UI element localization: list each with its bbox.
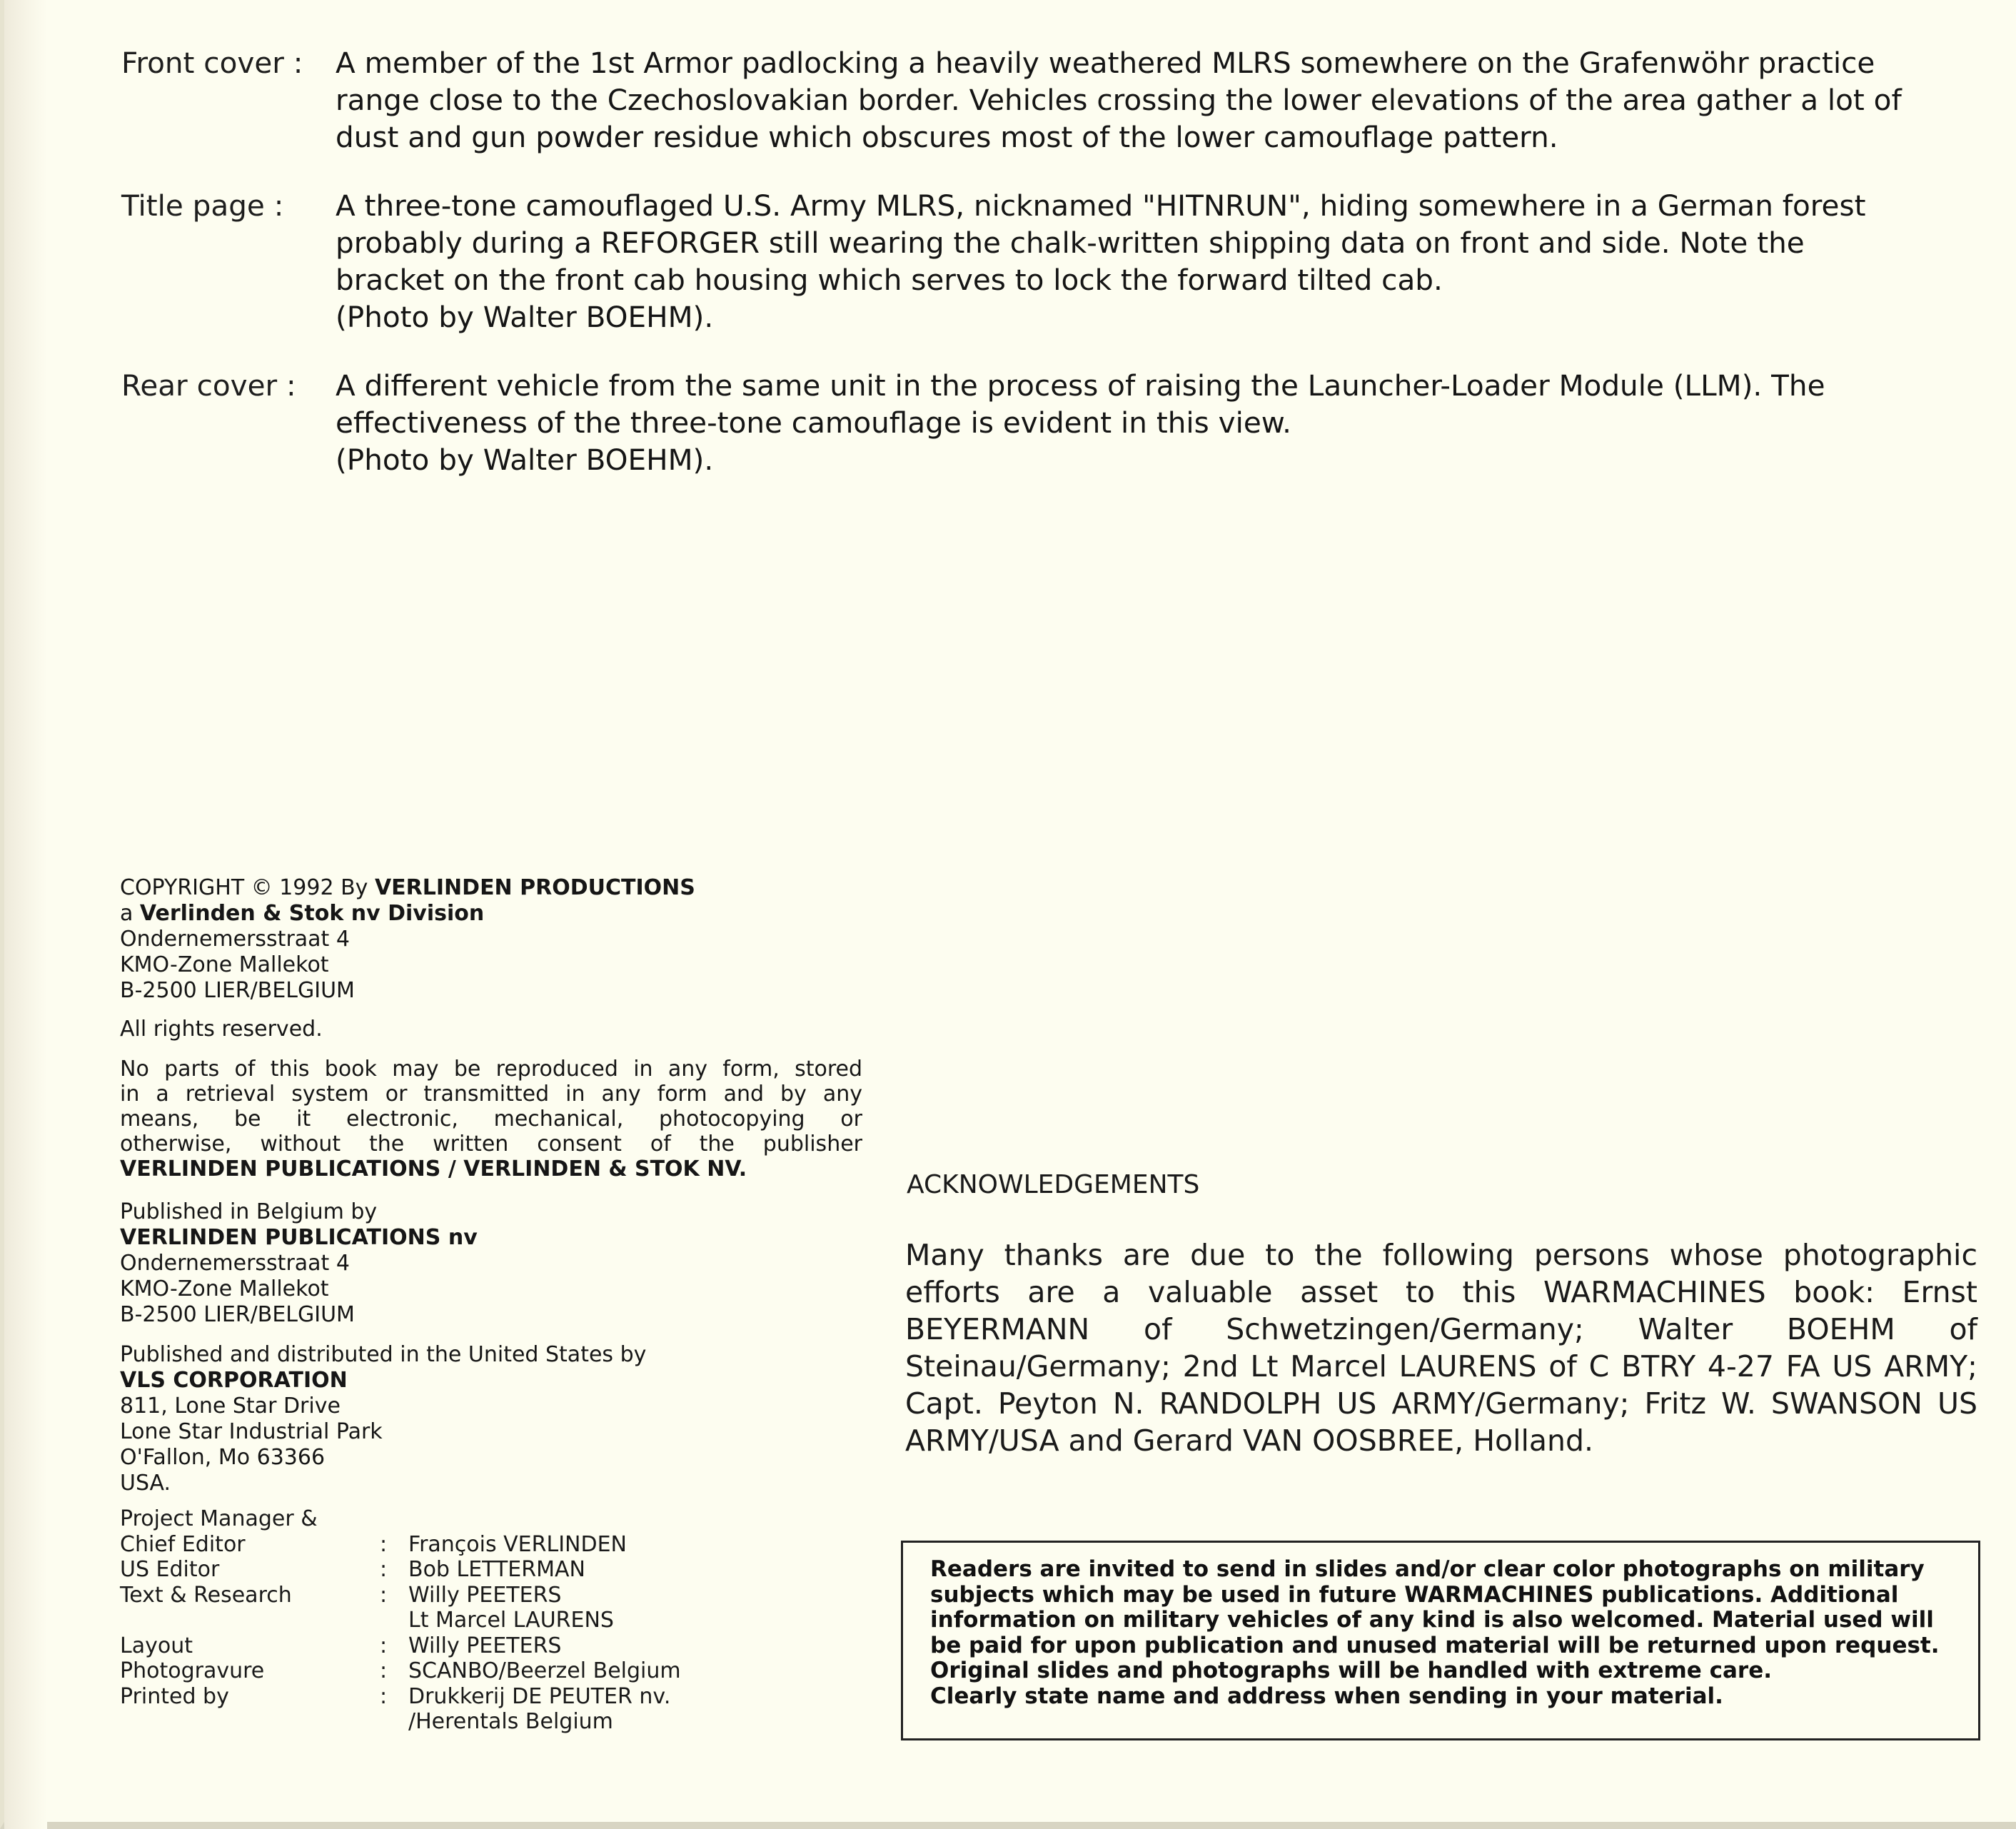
credit-colon: : — [380, 1557, 388, 1582]
readers-notice-line: information on military vehicles of any kind is also welcomed. Material used will — [930, 1607, 1934, 1633]
address-line: Lone Star Industrial Park — [120, 1419, 383, 1444]
publisher-suffix: nv — [440, 1225, 478, 1250]
credit-names — [408, 1557, 681, 1583]
credit-names — [408, 1658, 681, 1684]
copyright-company: VERLINDEN PRODUCTIONS — [374, 875, 695, 900]
credit-name: Bob LETTERMAN — [408, 1557, 585, 1582]
reproduction-notice — [120, 1057, 862, 1181]
ack-line: Many thanks are due to the following persons whose photographic — [905, 1238, 1977, 1272]
readers-notice-box — [901, 1541, 1980, 1740]
caption-front-cover — [121, 44, 1992, 156]
address-line: 811, Lone Star Drive — [120, 1394, 341, 1419]
rights-reserved — [120, 1017, 323, 1042]
credit-colon: : — [380, 1658, 388, 1683]
credit-name: Lt Marcel LAURENS — [408, 1608, 614, 1633]
credit-name: SCANBO/Beerzel Belgium — [408, 1658, 681, 1683]
published-belgium — [120, 1199, 478, 1328]
page-spine-shadow — [4, 0, 47, 1829]
readers-notice-line: be paid for upon publication and unused material will be returned upon request. — [930, 1632, 1940, 1658]
rights-reserved-text: All rights reserved. — [120, 1017, 323, 1042]
credit-names — [408, 1583, 681, 1633]
credit-row — [120, 1633, 681, 1659]
credit-row — [120, 1506, 681, 1557]
publisher-name-line — [120, 1225, 478, 1251]
caption-label: Title page : — [121, 188, 284, 223]
credit-row — [120, 1557, 681, 1583]
address-line: Ondernemersstraat 4 — [120, 1251, 350, 1276]
caption-text — [336, 367, 1992, 478]
caption-text — [336, 187, 1992, 336]
credit-colon: : — [380, 1633, 388, 1658]
credit-colon: : — [380, 1683, 388, 1709]
caption-line: A three-tone camouflaged U.S. Army MLRS, nicknamed "HITNRUN", hiding somewhere in a German forest — [336, 188, 1866, 223]
caption-line: bracket on the front cab housing which serves to lock the forward tilted cab. — [336, 263, 1443, 297]
credit-names — [408, 1506, 681, 1557]
credit-row — [120, 1684, 681, 1735]
credit-role-line: Project Manager & — [120, 1506, 318, 1531]
publisher-company: VERLINDEN PUBLICATIONS — [120, 1225, 441, 1250]
distributor-company: VLS CORPORATION — [120, 1368, 348, 1393]
acknowledgements-title: ACKNOWLEDGEMENTS — [907, 1170, 1200, 1199]
ack-line: Steinau/Germany; 2nd Lt Marcel LAURENS of C BTRY 4-27 FA US ARMY; — [905, 1349, 1977, 1384]
division-company: Verlinden & Stok nv Division — [139, 901, 485, 926]
copyright-block — [120, 875, 695, 1004]
caption-line: effectiveness of the three-tone camouflage is evident in this view. — [336, 405, 1292, 440]
notice-line: means, be it electronic, mechanical, photocopying or — [120, 1107, 862, 1132]
ack-line: BEYERMANN of Schwetzingen/Germany; Walter BOEHM of — [905, 1312, 1977, 1346]
credit-role — [120, 1506, 380, 1557]
ack-line: Capt. Peyton N. RANDOLPH US ARMY/Germany; Fritz W. SWANSON US — [905, 1386, 1977, 1421]
credit-name: /Herentals Belgium — [408, 1709, 613, 1734]
address-line: Ondernemersstraat 4 — [120, 927, 350, 952]
address-line: USA. — [120, 1471, 171, 1496]
caption-label: Front cover : — [121, 46, 303, 80]
caption-line: dust and gun powder residue which obscures most of the lower camouflage pattern. — [336, 120, 1558, 154]
caption-label: Rear cover : — [121, 368, 296, 403]
caption-line: (Photo by Walter BOEHM). — [336, 443, 714, 477]
caption-line: (Photo by Walter BOEHM). — [336, 300, 714, 334]
credit-name: Willy PEETERS — [408, 1633, 562, 1658]
credit-row — [120, 1583, 681, 1633]
credits-list — [120, 1506, 681, 1735]
credit-name: François VERLINDEN — [408, 1531, 627, 1557]
notice-line: No parts of this book may be reproduced in any form, stored — [120, 1057, 862, 1082]
notice-line: otherwise, without the written consent of the publisher — [120, 1132, 862, 1157]
copyright-prefix: COPYRIGHT © 1992 By — [120, 875, 375, 900]
caption-title-page — [121, 187, 1992, 336]
address-line: O'Fallon, Mo 63366 — [120, 1445, 326, 1470]
credit-role: Printed by — [120, 1683, 229, 1709]
readers-notice-line: subjects which may be used in future WARMACHINES publications. Additional — [930, 1581, 1899, 1608]
caption-rear-cover — [121, 367, 1992, 478]
notice-publisher: VERLINDEN PUBLICATIONS / VERLINDEN & STOK NV. — [120, 1157, 747, 1181]
caption-line: probably during a REFORGER still wearing the chalk-written shipping data on front and side. Note the — [336, 226, 1805, 260]
credit-colon: : — [380, 1531, 388, 1557]
notice-line: in a retrieval system or transmitted in any form and by any — [120, 1082, 862, 1107]
readers-notice-line: Original slides and photographs will be handled with extreme care. — [930, 1658, 1772, 1683]
readers-notice-line: Readers are invited to send in slides and/or clear color photographs on military — [930, 1556, 1925, 1582]
ack-line: ARMY/USA and Gerard VAN OOSBREE, Holland. — [905, 1424, 1594, 1458]
credit-name: Willy PEETERS — [408, 1582, 562, 1608]
address-line: B-2500 LIER/BELGIUM — [120, 978, 355, 1003]
readers-notice-line: Clearly state name and address when sending in your material. — [930, 1683, 1723, 1709]
credit-role: Layout — [120, 1633, 193, 1658]
division-prefix: a — [120, 901, 140, 926]
published-intro: Published and distributed in the United States by — [120, 1342, 647, 1367]
address-line: KMO-Zone Mallekot — [120, 1276, 329, 1301]
credit-names — [408, 1684, 681, 1735]
published-intro: Published in Belgium by — [120, 1199, 378, 1224]
acknowledgements-body — [905, 1236, 1977, 1459]
division-line — [120, 901, 695, 927]
credit-names — [408, 1633, 681, 1659]
credit-role: Text & Research — [120, 1582, 292, 1608]
credit-name: Drukkerij DE PEUTER nv. — [408, 1683, 671, 1709]
credit-role-line: Chief Editor — [120, 1531, 246, 1557]
ack-line: efforts are a valuable asset to this WARMACHINES book: Ernst — [905, 1275, 1977, 1309]
address-line: KMO-Zone Mallekot — [120, 952, 329, 977]
credit-row — [120, 1658, 681, 1684]
caption-line: A member of the 1st Armor padlocking a heavily weathered MLRS somewhere on the Grafenwöhr practice — [336, 46, 1875, 80]
caption-line: A different vehicle from the same unit in the process of raising the Launcher-Loader Module (LLM). The — [336, 368, 1825, 403]
credit-role: US Editor — [120, 1557, 220, 1582]
credit-role: Photogravure — [120, 1658, 265, 1683]
caption-line: range close to the Czechoslovakian border. Vehicles crossing the lower elevations of the area gather a lot of — [336, 83, 1902, 117]
credit-colon: : — [380, 1582, 388, 1608]
copyright-line — [120, 875, 695, 901]
address-line: B-2500 LIER/BELGIUM — [120, 1302, 355, 1327]
published-us — [120, 1342, 646, 1496]
caption-text — [336, 44, 1992, 156]
